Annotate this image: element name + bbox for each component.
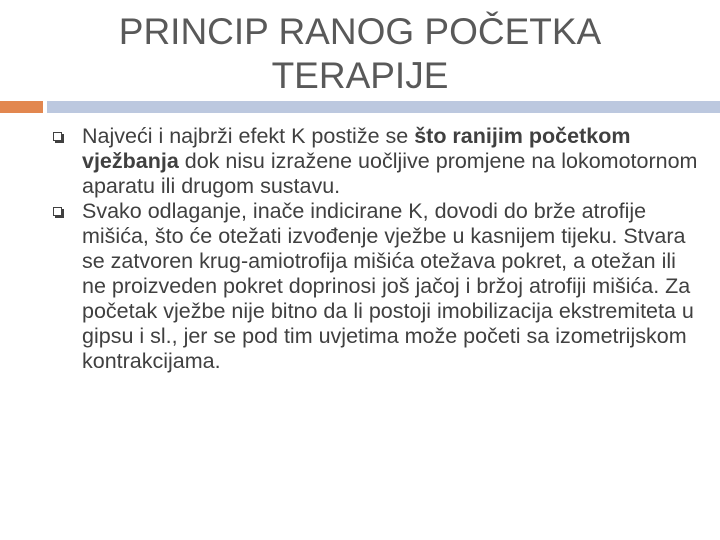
bullet-text-part: Najveći i najbrži efekt K postiže se <box>82 124 415 148</box>
bullet-text: Svako odlaganje, inače indicirane K, dovodi do brže atrofije mišića, što će otežati izvođenje vježbe u kasnijem tijeku. Stvara se zatvoren krug-amiotrofija mišića otežava pokret, a otežan ili ne proizveden pokret doprinosi još jačoj i bržoj atrofiji mišića. Za početak vježbe nije bitno da li postoji imobilizacija ekstremiteta u gipsu i sl., jer se pod tim uvjetima može početi sa izometrijskom kontrakcijama. <box>82 199 694 373</box>
title-accent-bar <box>0 101 43 113</box>
bullet-item-delay <box>53 199 703 374</box>
bullet-item-early-start <box>53 124 703 199</box>
bullet-text-part: dok nisu izražene uočljive promjene na lokomotornom aparatu ili drugom sustavu. <box>82 149 698 198</box>
bullet-list <box>53 124 703 374</box>
slide-title: PRINCIP RANOG POČETKA TERAPIJE <box>118 11 602 96</box>
title-divider-bar <box>47 101 720 113</box>
hollow-square-bullet-icon <box>53 132 62 141</box>
hollow-square-bullet-icon <box>53 207 62 216</box>
bullet-emphasis: što ranijim početkom vježbanja <box>82 124 631 173</box>
